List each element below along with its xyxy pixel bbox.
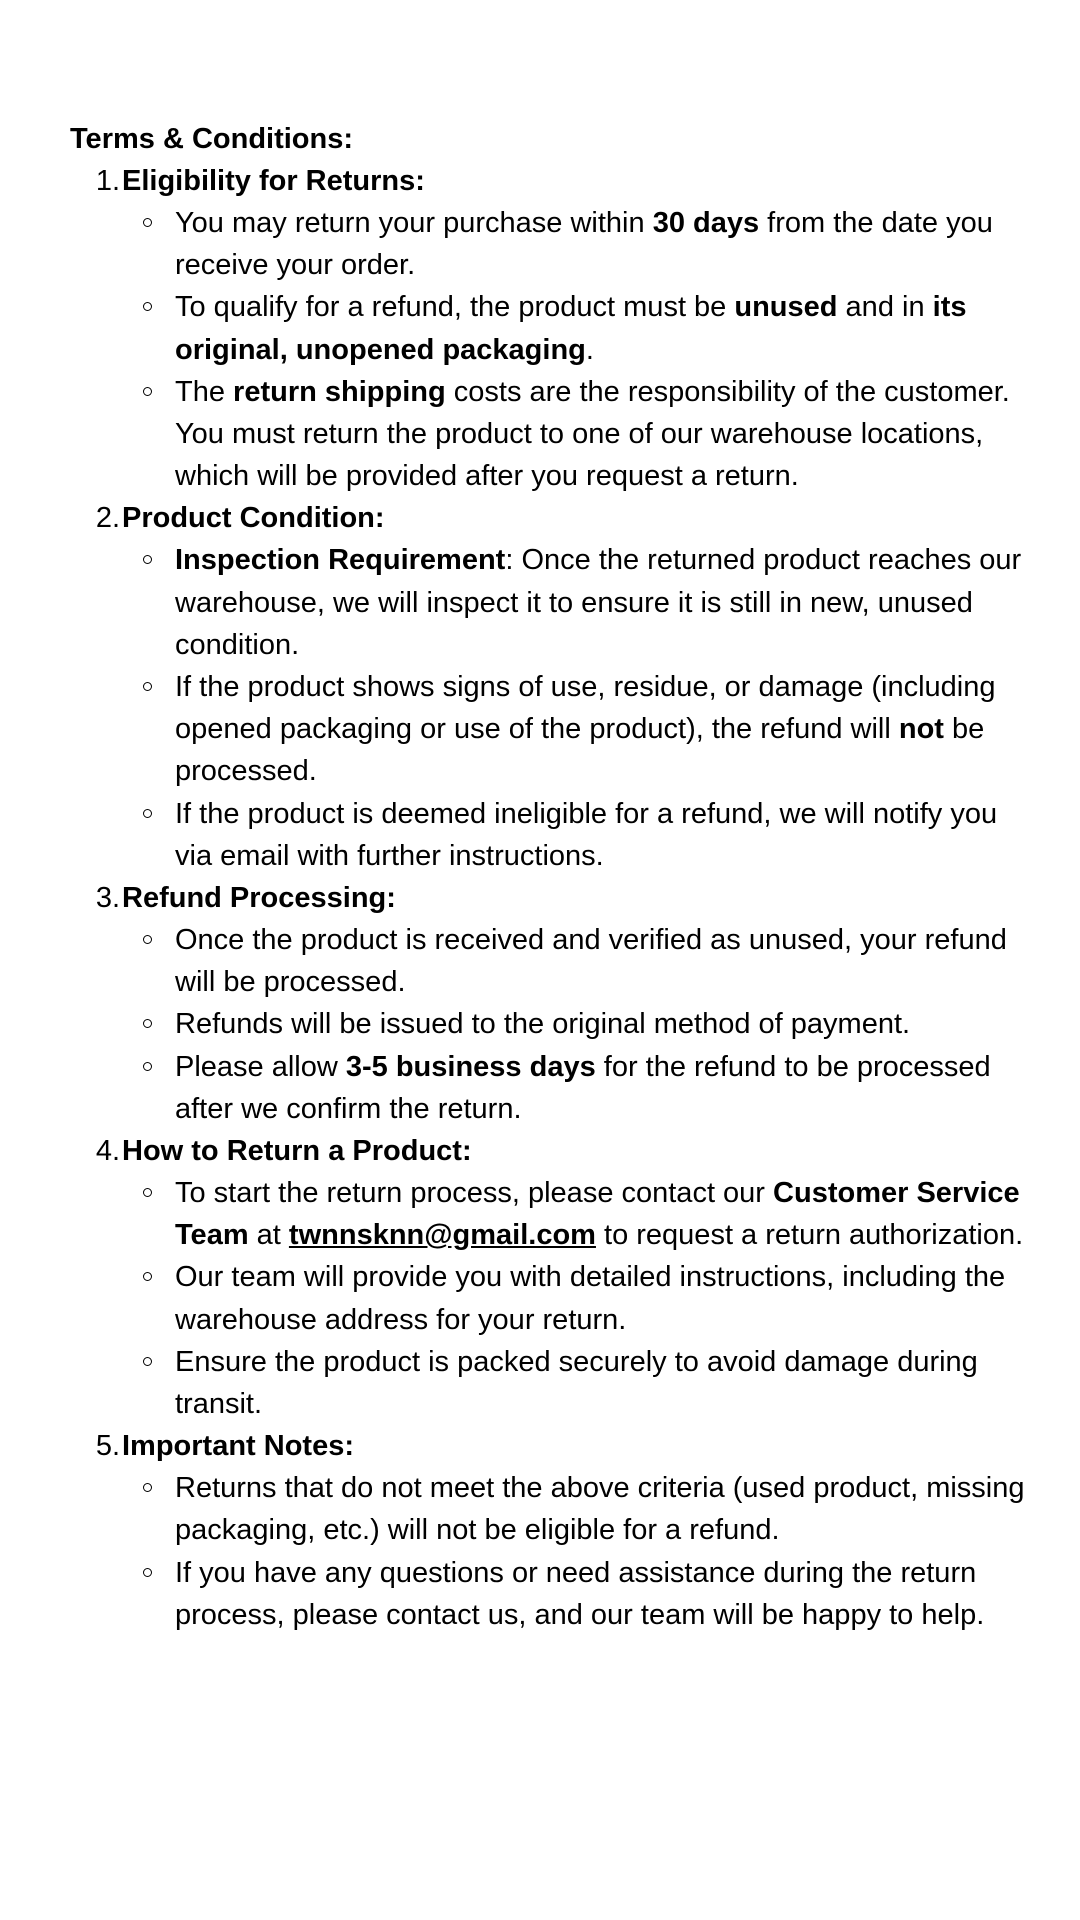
section-heading-text: How to Return a Product: — [122, 1135, 472, 1168]
list-item — [122, 539, 1030, 666]
list-item — [122, 1552, 1030, 1636]
bold-text: its original, unopened packaging — [175, 291, 967, 366]
section-heading-text: Product Condition: — [122, 502, 385, 535]
hollow-circle-bullet-icon — [143, 555, 152, 564]
text-run: The — [175, 375, 234, 408]
text-run: If you have any questions or need assistance during the return process, please contact us, and our team will be happy to help. — [175, 1556, 985, 1631]
text-run: : Once the returned product reaches our warehouse, we will inspect it to ensure it is still in new, unused condition. — [175, 544, 1022, 661]
hollow-circle-bullet-icon — [143, 1272, 152, 1281]
section-3 — [70, 877, 1030, 1130]
sections-list — [70, 160, 1030, 1636]
list-item — [122, 1003, 1030, 1045]
list-item — [122, 1256, 1030, 1340]
terms-document — [70, 118, 1030, 1636]
section-heading — [95, 877, 1030, 919]
list-item — [122, 666, 1030, 793]
section-heading — [95, 1130, 1030, 1172]
section-number: 5. — [95, 1430, 120, 1463]
hollow-circle-bullet-icon — [143, 809, 152, 818]
list-item — [122, 793, 1030, 877]
hollow-circle-bullet-icon — [143, 1483, 152, 1492]
text-run: be processed. — [175, 713, 985, 788]
hollow-circle-bullet-icon — [143, 387, 152, 396]
text-run: Ensure the product is packed securely to avoid damage during transit. — [175, 1345, 978, 1421]
section-number: 3. — [95, 882, 120, 915]
section-number: 4. — [95, 1135, 120, 1168]
bold-text: not — [898, 713, 944, 746]
hollow-circle-bullet-icon — [143, 1062, 152, 1071]
section-heading — [95, 497, 1030, 539]
list-item — [122, 1172, 1030, 1256]
hollow-circle-bullet-icon — [143, 935, 152, 944]
hollow-circle-bullet-icon — [143, 1568, 152, 1577]
section-number: 2. — [95, 502, 120, 535]
text-run: Returns that do not meet the above criteria (used product, missing packaging, etc.) will not be eligible for a refund. — [175, 1472, 1025, 1547]
text-run: To qualify for a refund, the product must be — [175, 291, 735, 324]
hollow-circle-bullet-icon — [143, 302, 152, 311]
bullet-list — [122, 539, 1030, 877]
list-item — [122, 919, 1030, 1003]
section-heading — [95, 160, 1030, 202]
bold-text: unused — [734, 291, 838, 324]
section-heading — [95, 1425, 1030, 1467]
hollow-circle-bullet-icon — [143, 218, 152, 227]
text-run: for the refund to be processed after we confirm the return. — [175, 1050, 991, 1125]
bullet-list — [122, 1172, 1030, 1425]
text-run: Refunds will be issued to the original method of payment. — [175, 1008, 911, 1041]
bold-text: return shipping — [233, 375, 446, 408]
text-run: If the product shows signs of use, residue, or damage (including opened packaging or use of the product), the refund will — [175, 671, 996, 746]
hollow-circle-bullet-icon — [143, 682, 152, 691]
section-2 — [70, 497, 1030, 877]
bold-text: 3-5 business days — [345, 1050, 596, 1083]
section-1 — [70, 160, 1030, 497]
text-run: from the date you receive your order. — [175, 207, 993, 282]
bold-text: Customer Service Team — [175, 1177, 1020, 1252]
section-heading-text: Refund Processing: — [122, 882, 396, 915]
text-run: If the product is deemed ineligible for a refund, we will notify you via email with further instructions. — [175, 797, 998, 872]
text-run: and in — [837, 291, 933, 324]
list-item — [122, 1467, 1030, 1551]
text-run: at — [248, 1219, 289, 1252]
text-run: . — [585, 333, 594, 366]
text-run: to request a return authorization. — [595, 1219, 1024, 1252]
bold-text: 30 days — [652, 207, 760, 239]
bullet-list — [122, 919, 1030, 1130]
list-item — [122, 286, 1030, 370]
section-number: 1. — [95, 165, 120, 197]
text-run: Our team will provide you with detailed instructions, including the warehouse address for your return. — [175, 1261, 1006, 1336]
text-run: Once the product is received and verified as unused, your refund will be processed. — [175, 924, 1007, 999]
list-item — [122, 202, 1030, 286]
text-run: Please allow — [175, 1050, 346, 1083]
bullet-list — [122, 202, 1030, 497]
section-4 — [70, 1130, 1030, 1425]
bullet-list — [122, 1467, 1030, 1636]
email-link[interactable]: twnnsknn@gmail.com — [288, 1219, 596, 1252]
section-heading-text: Eligibility for Returns: — [122, 165, 425, 197]
hollow-circle-bullet-icon — [143, 1357, 152, 1366]
text-run: You may return your purchase within — [175, 207, 653, 239]
section-heading-text: Important Notes: — [122, 1430, 354, 1463]
section-5 — [70, 1425, 1030, 1636]
list-item — [122, 1046, 1030, 1130]
text-run: To start the return process, please contact our — [175, 1177, 774, 1210]
hollow-circle-bullet-icon — [143, 1019, 152, 1028]
text-run: costs are the responsibility of the customer. You must return the product to one of our warehouse locations, which will be provided after you request a return. — [175, 375, 1010, 493]
page-title: Terms & Conditions: — [70, 123, 354, 155]
bold-text: Inspection Requirement — [175, 544, 506, 577]
hollow-circle-bullet-icon — [143, 1188, 152, 1197]
list-item — [122, 1341, 1030, 1425]
list-item — [122, 371, 1030, 498]
